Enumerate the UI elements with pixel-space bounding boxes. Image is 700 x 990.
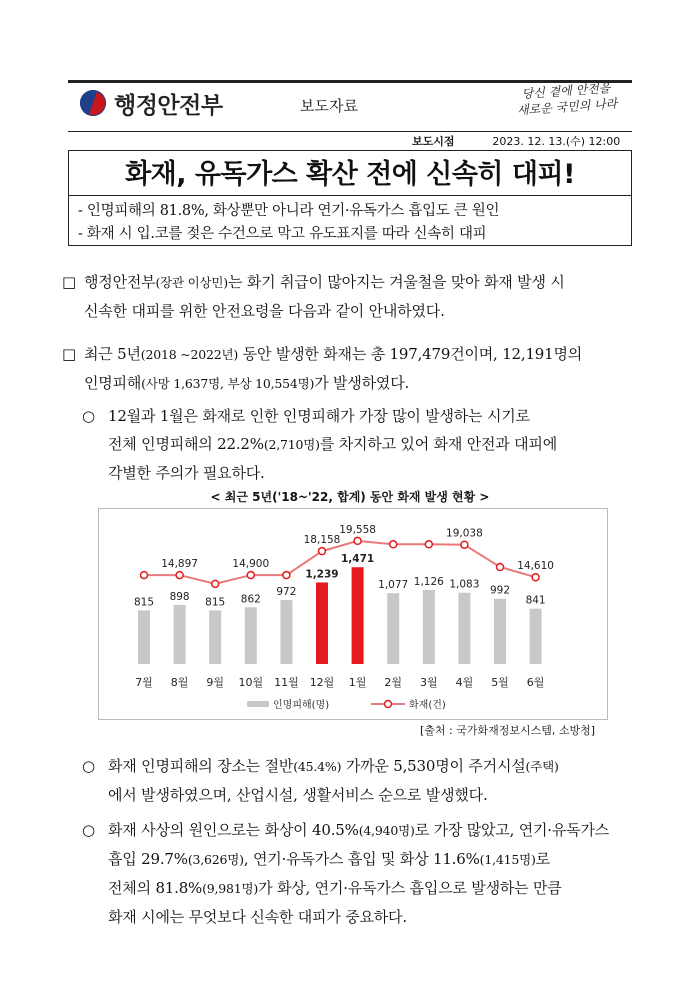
taegeuk-emblem-icon [80, 90, 106, 116]
subtitle-2: - 화재 시 입.코를 젖은 수건으로 막고 유도표지를 따라 신속히 대피 [78, 226, 487, 242]
x-tick-8: 3월 [419, 676, 438, 689]
x-tick-3: 10월 [238, 676, 264, 689]
bar-label-10: 992 [489, 584, 511, 597]
chart-source: [출처 : 국가화재정보시스템, 소방청] [420, 724, 596, 737]
line-label-1: 14,897 [161, 558, 198, 571]
chart-title: < 최근 5년('18~'22, 합계) 동안 화재 발생 현황 > [210, 490, 490, 504]
legend-bar-swatch [247, 701, 269, 707]
ministry-name: 행정안전부 [114, 92, 223, 119]
bar-label-11: 841 [525, 594, 546, 607]
paragraph-2: □ 최근 5년(2018 ~2022년) 동안 발생한 화재는 총 197,479건이며, 12,191명의 인명피해(사망 1,637명, 부상 10,554명)가 발생하였다. [62, 345, 583, 392]
line-label-5: 18,158 [303, 534, 341, 547]
bar-10 [494, 599, 506, 664]
legend-line-label: 화재(건) [409, 700, 446, 711]
bar-1 [174, 605, 186, 664]
bar-7 [387, 593, 399, 664]
bullet-3: ○ 화재 사상의 원인으로는 화상이 40.5%(4,940명)로 가장 많았고, 연기·유독가스 흡입 29.7%(3,626명), 연기·유독가스 흡입 및 화상 11.6%(1,415명)로 전체의 81.8%(9,981명)가 화상, 연기·유독가스 흡입으로 발생하는 만큼 화재 시에는 무엇보다 신속한 대피가 중요하다. [82, 821, 610, 926]
ministry-logo [80, 86, 280, 120]
bar-label-4: 972 [276, 586, 297, 599]
bar-4 [280, 600, 292, 664]
bullet-1: ○ 12월과 1월은 화재로 인한 인명피해가 가장 많이 발생하는 시기로 전체 인명피해의 22.2%(2,710명)를 차지하고 있어 화재 안전과 대피에 각별한 주의가 필요하다. [82, 407, 558, 482]
line-label-11: 14,610 [517, 560, 554, 573]
line-label-3: 14,900 [232, 558, 270, 571]
headline: 화재, 유독가스 확산 전에 신속히 대피! [125, 159, 575, 190]
line-point-0 [141, 572, 148, 579]
x-tick-10: 5월 [491, 676, 509, 689]
chart-frame [98, 508, 608, 720]
bar-label-8: 1,126 [413, 575, 444, 588]
slogan-signature: 당신 곁에 안전을 새로운 국민의 나라 [516, 80, 618, 118]
bar-label-0: 815 [133, 596, 155, 609]
legend-line-marker [385, 701, 392, 708]
line-point-2 [212, 580, 219, 587]
fire-statistics-chart [99, 509, 607, 719]
fire-count-line [144, 541, 536, 584]
bar-label-3: 862 [240, 593, 261, 606]
line-point-7 [390, 541, 397, 548]
bar-8 [423, 590, 435, 664]
x-tick-4: 11월 [274, 676, 299, 689]
bar-label-9: 1,083 [449, 578, 480, 591]
release-label: 보도시점 [412, 135, 455, 148]
bar-5 [316, 582, 328, 664]
line-point-9 [461, 541, 468, 548]
line-point-11 [532, 574, 539, 581]
bar-label-2: 815 [205, 596, 226, 609]
release-date: 2023. 12. 13.(수) 12:00 [492, 135, 621, 148]
bar-0 [138, 610, 150, 664]
line-point-4 [283, 572, 290, 579]
line-point-5 [319, 548, 326, 555]
bar-label-6: 1,471 [340, 553, 375, 566]
bar-label-7: 1,077 [378, 579, 409, 592]
paragraph-1: □ 행정안전부(장관 이상민)는 화기 취급이 많아지는 겨울철을 맞아 화재 발생 시 신속한 대피를 위한 안전요령을 다음과 같이 안내하였다. [62, 273, 565, 320]
line-label-9: 19,038 [446, 527, 483, 540]
line-point-3 [247, 572, 254, 579]
x-tick-11: 6월 [526, 676, 545, 689]
bar-9 [458, 593, 470, 664]
x-tick-6: 1월 [348, 676, 367, 689]
x-tick-9: 4월 [455, 676, 474, 689]
x-tick-2: 9월 [206, 676, 225, 689]
legend-bar-label: 인명피해(명) [273, 700, 330, 711]
line-point-6 [354, 537, 361, 544]
line-label-6: 19,558 [339, 523, 376, 536]
bar-11 [530, 609, 542, 664]
x-tick-7: 2월 [384, 676, 403, 689]
x-tick-0: 7월 [135, 676, 153, 689]
bar-6 [352, 567, 364, 664]
x-tick-1: 8월 [170, 676, 189, 689]
bar-label-1: 898 [169, 590, 190, 603]
bar-2 [209, 610, 221, 664]
line-point-8 [425, 541, 432, 548]
x-tick-5: 12월 [309, 676, 335, 689]
bar-3 [245, 607, 257, 664]
document-type: 보도자료 [300, 97, 358, 115]
bullet-2: ○ 화재 인명피해의 장소는 절반(45.4%) 가까운 5,530명이 주거시설(주택) 에서 발생하였으며, 산업시설, 생활서비스 순으로 발생했다. [82, 757, 559, 804]
line-point-10 [497, 564, 504, 571]
subtitle-1: - 인명피해의 81.8%, 화상뿐만 아니라 연기·유독가스 흡입도 큰 원인 [78, 203, 500, 219]
line-point-1 [176, 572, 183, 579]
release-info [412, 133, 620, 149]
bar-label-5: 1,239 [305, 568, 339, 581]
